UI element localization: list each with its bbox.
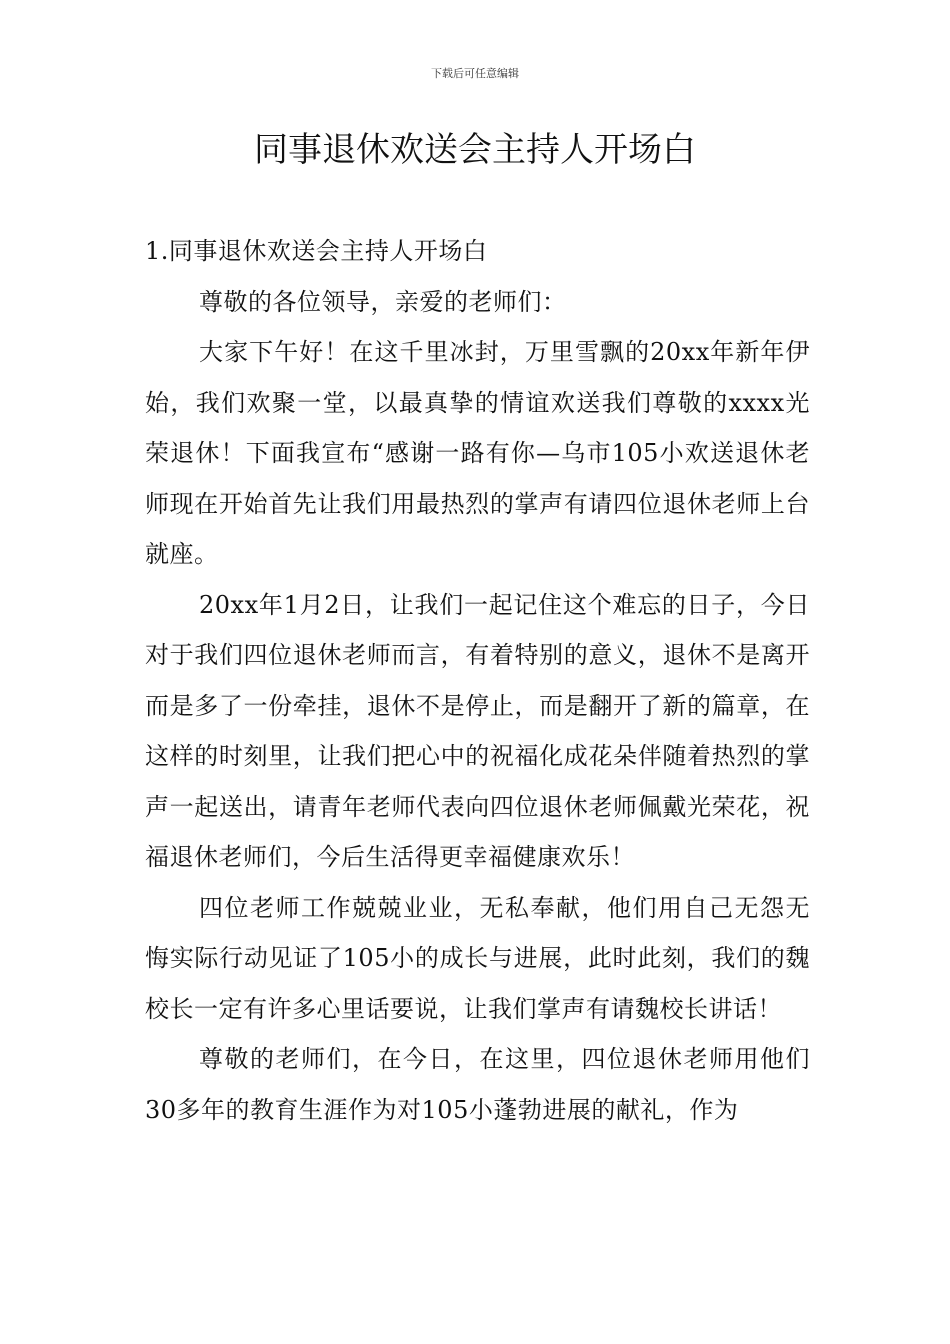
paragraph-dedication: 四位老师工作兢兢业业，无私奉献，他们用自己无怨无悔实际行动见证了105小的成长与进展，此时此刻，我们的魏校长一定有许多心里话要说，让我们掌声有请魏校长讲话！	[145, 893, 810, 1023]
document-body	[145, 226, 810, 1135]
header-note: 下载后可任意编辑	[431, 67, 519, 80]
document-title: 同事退休欢送会主持人开场白	[254, 130, 696, 170]
paragraph-date: 20xx年1月2日，让我们一起记住这个难忘的日子，今日对于我们四位退休老师而言，有着特别的意义，退休不是离开而是多了一份牵挂，退休不是停止，而是翻开了新的篇章，在这样的时刻里，让我们把心中的祝福化成花朵伴随着热烈的掌声一起送出，请青年老师代表向四位退休老师佩戴光荣花，祝福退休老师们，今后生活得更幸福健康欢乐！	[145, 590, 810, 871]
paragraph-opening: 大家下午好！在这千里冰封，万里雪飘的20xx年新年伊始，我们欢聚一堂，以最真挚的情谊欢送我们尊敬的xxxx光荣退休！下面我宣布“感谢一路有你—乌市105小欢送退休老师现在开始首先让我们用最热烈的掌声有请四位退休老师上台就座。	[145, 338, 810, 568]
paragraph-salutation: 尊敬的各位领导，亲爱的老师们：	[199, 287, 567, 316]
section-heading: 1.同事退休欢送会主持人开场白	[145, 237, 488, 265]
paragraph-closing: 尊敬的老师们，在今日，在这里，四位退休老师用他们30多年的教育生涯作为对105小蓬勃进展的献礼，作为	[145, 1045, 810, 1124]
